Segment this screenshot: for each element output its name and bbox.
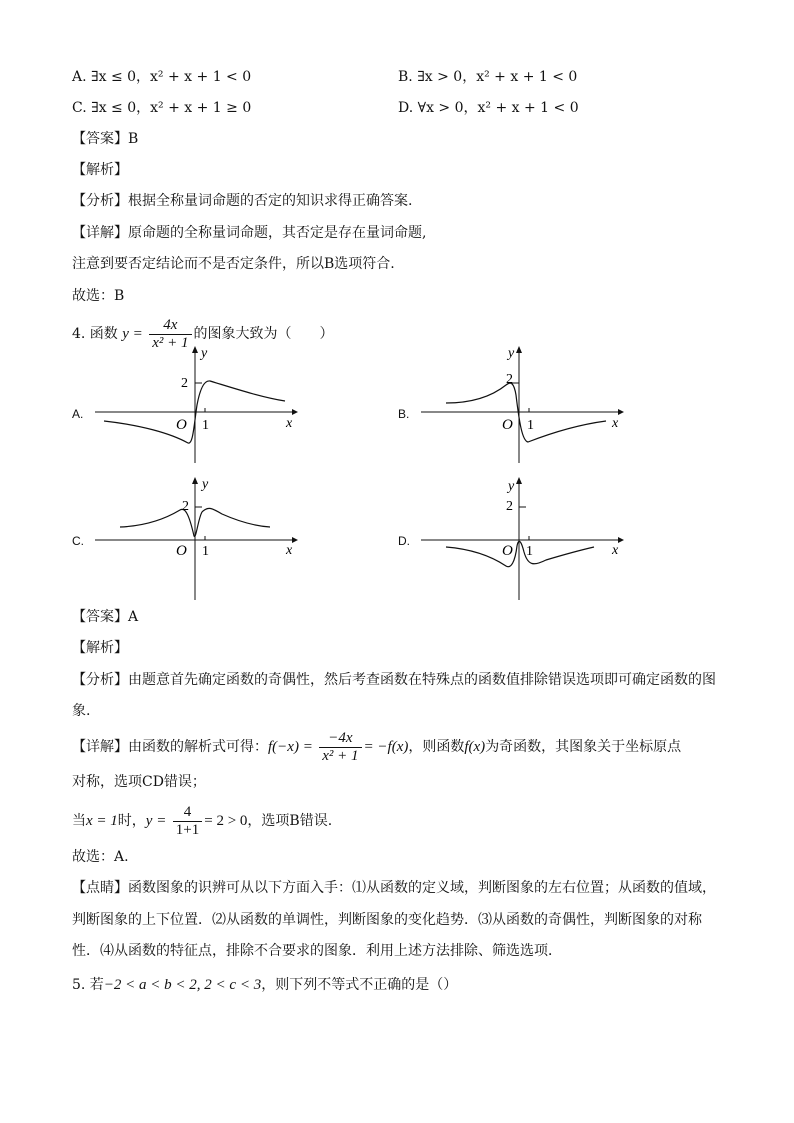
q4-when-shi: 时， (117, 813, 146, 829)
graph-c (90, 474, 300, 602)
q4-xiangjie-fraction (319, 730, 361, 765)
q3-answer: 【答案】B (72, 131, 139, 147)
q4-xiangjie-prefix: 【详解】由函数的解析式可得： (72, 739, 268, 755)
q5-condition: −2 < a < b < 2, 2 < c < 3 (103, 977, 262, 993)
x-axis-arrow (292, 409, 298, 415)
q4-analysis-title: 【解析】 (72, 640, 128, 656)
graph-d-label: D. (398, 534, 410, 548)
q4-when-y: y = (145, 813, 167, 829)
x-axis-arrow (292, 537, 298, 543)
tick-1-label: 1 (526, 544, 533, 559)
tick-2-label: 2 (181, 376, 188, 391)
q4-guxuan: 故选：A. (72, 849, 129, 865)
origin-label: O (176, 543, 187, 559)
q3-analysis-title: 【解析】 (72, 162, 128, 178)
q4-fenxi-1: 【分析】由题意首先确定函数的奇偶性，然后考查函数在特殊点的函数值排除错误选项即可确定函数的图 (72, 672, 716, 688)
x-axis-arrow (618, 537, 624, 543)
y-axis-arrow (516, 346, 522, 353)
q4-when-suffix: ，选项B错误. (247, 813, 333, 829)
y-axis-label: y (508, 346, 515, 361)
y-axis-label: y (201, 346, 208, 361)
q4-when-prefix: 当 (72, 813, 86, 829)
q4-fenxi-2: 象. (72, 703, 91, 719)
x-axis-label: x (612, 543, 619, 558)
q3-xiangjie-2: 注意到要否定结论而不是否定条件，所以B选项符合. (72, 256, 395, 272)
x-axis-label: x (286, 416, 293, 431)
curve (446, 383, 606, 442)
option-d: D. ∀x > 0，x² + x + 1 < 0 (398, 100, 579, 116)
q4-stem-prefix: 4. 函数 (72, 326, 118, 342)
q4-xiangjie (72, 728, 681, 766)
tick-2-label: 2 (506, 499, 513, 514)
q5-prefix: 5. 若 (72, 977, 104, 993)
q4-xiangjie-fx: f(x) (464, 739, 486, 755)
option-c: C. ∃x ≤ 0，x² + x + 1 ≥ 0 (72, 100, 252, 116)
x-axis-label: x (286, 543, 293, 558)
q4-answer: 【答案】A (72, 609, 139, 625)
graph-d (416, 474, 626, 602)
q4-xiangjie-den: x² + 1 (322, 747, 359, 764)
q4-when (72, 802, 332, 840)
q4-xiangjie-suffix: 为奇函数，其图象关于坐标原点 (485, 739, 682, 755)
q3-fenxi: 【分析】根据全称量词命题的否定的知识求得正确答案. (72, 193, 413, 209)
tick-2-label: 2 (506, 372, 513, 387)
q4-xiangjie-mid: ，则函数 (408, 739, 465, 755)
q4-when-num: 4 (173, 804, 202, 822)
q4-when-den: 1+1 (175, 821, 200, 838)
graph-b (416, 345, 626, 465)
q5-suffix: ，则下列不等式不正确的是（） (261, 977, 458, 993)
y-axis-arrow (516, 477, 522, 484)
graph-a-label: A. (72, 407, 84, 421)
q4-when-cond: x = 1 (86, 813, 118, 829)
q4-stem-suffix: 的图象大致为（ ） (193, 326, 334, 342)
y-axis-label: y (508, 479, 515, 494)
graph-b-label: B. (398, 407, 410, 421)
y-axis-arrow (192, 477, 198, 484)
y-axis-label: y (202, 477, 209, 492)
q4-stem-y: y = (122, 326, 143, 342)
q3-guxuan: 故选：B (72, 288, 125, 304)
option-b: B. ∃x > 0，x² + x + 1 < 0 (398, 69, 578, 85)
graph-c-label: C. (72, 534, 84, 548)
q4-dianjing-1: 【点睛】函数图象的识辨可从以下方面入手：⑴从函数的定义域，判断图象的左右位置；从函数的值域， (72, 880, 716, 896)
origin-label: O (502, 417, 513, 433)
curve (446, 541, 594, 566)
x-axis-label: x (612, 416, 619, 431)
q4-xiangjie-2: 对称，选项CD错误； (72, 774, 206, 790)
tick-1-label: 1 (202, 418, 209, 433)
origin-label: O (176, 417, 187, 433)
x-axis-arrow (618, 409, 624, 415)
q4-xiangjie-num: −4x (319, 730, 361, 748)
q4-xiangjie-lhs: f(−x) = (268, 739, 313, 755)
q4-dianjing-2: 判断图象的上下位置．⑵从函数的单调性，判断图象的变化趋势．⑶从函数的奇偶性，判断图象的对称 (72, 912, 702, 928)
q4-when-rhs: = 2 > 0 (204, 813, 248, 829)
q4-when-fraction (173, 804, 202, 839)
option-a: A. ∃x ≤ 0，x² + x + 1 < 0 (72, 69, 252, 85)
tick-1-label: 1 (527, 418, 534, 433)
y-axis-arrow (192, 346, 198, 353)
graph-a (90, 345, 300, 465)
q4-dianjing-3: 性．⑷从函数的特征点，排除不合要求的图象．利用上述方法排除、筛选选项． (72, 943, 562, 959)
q3-xiangjie: 【详解】原命题的全称量词命题，其否定是存在量词命题, (72, 225, 427, 241)
q5-stem (72, 975, 457, 995)
tick-2-label: 2 (182, 499, 189, 514)
q4-stem-den: x² + 1 (152, 334, 189, 351)
q4-xiangjie-rhs: = −f(x) (363, 739, 409, 755)
tick-1-label: 1 (202, 544, 209, 559)
q4-stem-num: 4x (149, 317, 191, 335)
origin-label: O (502, 543, 513, 559)
